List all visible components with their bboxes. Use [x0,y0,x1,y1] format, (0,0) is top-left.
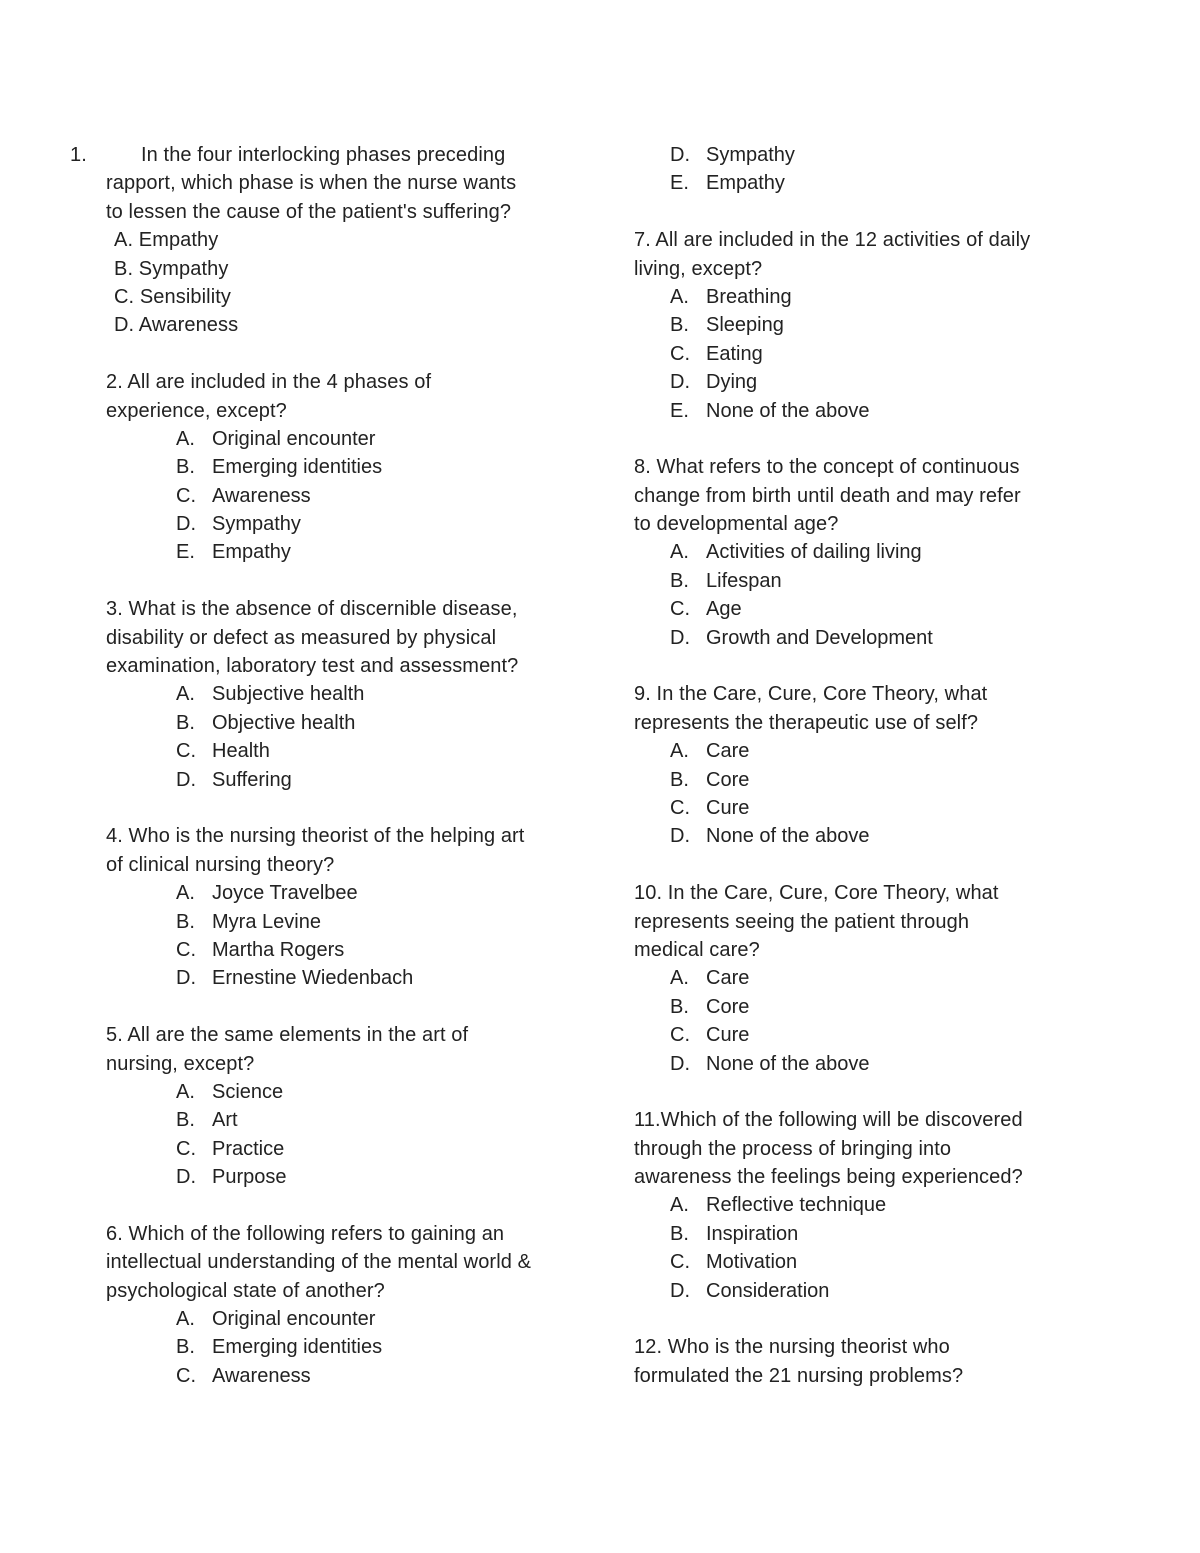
option-text: Myra Levine [212,910,321,933]
answer-option [70,908,570,936]
answer-option [634,1277,1084,1305]
option-letter: C. [670,796,690,819]
answer-option [634,368,1084,396]
answer-option [70,737,570,765]
question-text: 8. What refers to the concept of continuous [634,456,1020,479]
question-text: 7. All are included in the 12 activities of daily [634,229,1031,252]
option-letter: B. [176,1109,195,1132]
answer-option: B. Sympathy [114,257,229,280]
option-text: Consideration [706,1279,830,1302]
question-4 [70,822,570,992]
question-1 [70,141,570,340]
answer-option [634,1050,1084,1078]
answer-option [70,1135,570,1163]
option-letter: B. [670,569,689,592]
question-text: to developmental age? [634,513,839,536]
answer-option [70,709,570,737]
option-text: Age [706,598,742,621]
question-text: nursing, except? [106,1052,255,1075]
option-letter: B. [670,1222,689,1245]
option-letter: E. [670,399,689,422]
option-letter: D. [670,144,690,166]
answer-option [634,397,1084,425]
question-9 [634,680,1084,850]
question-text: represents the therapeutic use of self? [634,711,979,734]
question-text: disability or defect as measured by physical [106,626,497,649]
option-letter: D. [176,768,196,791]
option-text: Science [212,1080,284,1103]
option-text: Reflective technique [706,1194,887,1217]
question-text: rapport, which phase is when the nurse wants [106,172,517,195]
option-text: Art [212,1109,238,1132]
option-letter: B. [176,910,195,933]
option-letter: C. [670,1251,690,1274]
question-text: medical care? [634,938,760,961]
question-text: psychological state of another? [106,1279,385,1302]
question-10 [634,879,1084,1078]
option-letter: C. [670,342,690,365]
option-letter: A. [176,1308,195,1331]
option-text: Health [212,740,270,763]
option-text: None of the above [706,825,870,848]
question-text: formulated the 21 nursing problems? [634,1364,964,1387]
answer-option [634,595,1084,623]
question-text: experience, except? [106,399,287,422]
question-text: 6. Which of the following refers to gaining an [106,1222,505,1245]
option-letter: D. [670,626,690,649]
option-text: Cure [706,1024,750,1047]
option-text: Lifespan [706,569,782,592]
option-letter: B. [670,768,689,791]
answer-option [634,624,1084,652]
question-5 [70,1021,570,1191]
option-text: None of the above [706,399,870,422]
option-text: Purpose [212,1166,287,1189]
option-letter: C. [176,1364,196,1387]
question-text: 12. Who is the nursing theorist who [634,1336,950,1359]
answer-option [70,964,570,992]
option-letter: A. [670,285,689,308]
option-text: Empathy [706,172,785,195]
answer-option [634,964,1084,992]
option-text: Emerging identities [212,456,383,479]
question-text: represents seeing the patient through [634,910,970,933]
option-letter: D. [670,1279,690,1302]
option-letter: C. [176,484,196,507]
question-text: through the process of bringing into [634,1137,952,1160]
option-text: Activities of dailing living [706,541,922,564]
question-2 [70,368,570,567]
option-letter: D. [176,967,196,990]
answer-option [634,1248,1084,1276]
answer-option [70,1163,570,1191]
option-text: Empathy [212,541,291,564]
answer-option [634,340,1084,368]
question-text: 2. All are included in the 4 phases of [106,371,432,394]
option-text: Suffering [212,768,292,791]
option-text: Care [706,740,750,763]
question-text: In the four interlocking phases preceding [141,144,506,166]
option-text: Martha Rogers [212,938,345,961]
answer-option [634,567,1084,595]
option-letter: B. [670,314,689,337]
question-12 [634,1333,1084,1390]
option-letter: D. [176,513,196,536]
option-text: Care [706,967,750,990]
question-text: intellectual understanding of the mental world & [106,1251,532,1274]
option-letter: B. [176,711,195,734]
option-text: Dying [706,371,758,394]
question-text: to lessen the cause of the patient's suffering? [106,200,512,223]
answer-option: C. Sensibility [114,285,231,308]
answer-option [634,993,1084,1021]
option-text: Objective health [212,711,356,734]
question-text: 3. What is the absence of discernible disease, [106,598,518,621]
question-text: change from birth until death and may refer [634,484,1021,507]
question-7 [634,226,1084,425]
answer-option [70,680,570,708]
option-letter: C. [176,740,196,763]
option-text: Awareness [212,1364,311,1387]
option-letter: A. [670,541,689,564]
question-text: 11.Which of the following will be discovered [634,1109,1023,1132]
option-text: Core [706,995,750,1018]
option-letter: C. [670,598,690,621]
answer-option [634,737,1084,765]
option-letter: C. [670,1024,690,1047]
option-text: Eating [706,342,763,365]
right-column [634,141,1084,1390]
answer-option [634,311,1084,339]
answer-option [70,1106,570,1134]
option-letter: A. [670,740,689,763]
question-8 [634,453,1084,652]
question-text: examination, laboratory test and assessment? [106,655,519,678]
answer-option [634,766,1084,794]
answer-option [634,794,1084,822]
option-text: Emerging identities [212,1336,383,1359]
question-text: 5. All are the same elements in the art of [106,1024,469,1047]
option-text: Ernestine Wiedenbach [212,967,414,990]
question-text: living, except? [634,257,763,280]
answer-option [634,1220,1084,1248]
option-letter: C. [176,938,196,961]
option-text: Core [706,768,750,791]
answer-option [634,141,1084,169]
option-text: Awareness [212,484,311,507]
option-letter: D. [176,1166,196,1189]
question-6 [70,1220,570,1390]
option-text: Original encounter [212,1308,376,1331]
option-text: Joyce Travelbee [212,882,358,905]
answer-option: A. Empathy [114,229,219,252]
question-text: 9. In the Care, Cure, Core Theory, what [634,683,988,706]
option-text: Sympathy [212,513,301,536]
answer-option [70,1305,570,1333]
option-text: Cure [706,796,750,819]
answer-option [70,510,570,538]
option-text: Sleeping [706,314,784,337]
question-number: 1. [70,144,87,166]
option-letter: E. [670,172,689,195]
question-text: awareness the feelings being experienced? [634,1166,1023,1189]
answer-option [70,453,570,481]
answer-option: D. Awareness [114,314,239,337]
option-text: Practice [212,1137,285,1160]
option-text: Subjective health [212,683,365,706]
option-letter: A. [176,427,195,450]
option-letter: A. [176,882,195,905]
answer-option [70,425,570,453]
answer-option [70,482,570,510]
option-text: Growth and Development [706,626,933,649]
answer-option [70,879,570,907]
option-text: Original encounter [212,427,376,450]
option-letter: D. [670,371,690,394]
option-letter: A. [670,967,689,990]
option-text: Motivation [706,1251,798,1274]
answer-option [70,1078,570,1106]
answer-option [70,538,570,566]
answer-option [634,169,1084,197]
question-3 [70,595,570,794]
left-column [70,141,570,1390]
option-letter: D. [670,1052,690,1075]
answer-option [634,283,1084,311]
answer-option [70,766,570,794]
option-letter: A. [670,1194,689,1217]
question-text: 10. In the Care, Cure, Core Theory, what [634,882,999,905]
answer-option [634,538,1084,566]
option-letter: D. [670,825,690,848]
option-text: Sympathy [706,144,795,166]
option-text: None of the above [706,1052,870,1075]
question-6-continued [634,141,1084,198]
answer-option [634,1021,1084,1049]
question-text: 4. Who is the nursing theorist of the helping art [106,825,525,848]
option-text: Inspiration [706,1222,799,1245]
answer-option [634,822,1084,850]
option-letter: B. [176,1336,195,1359]
question-11 [634,1106,1084,1305]
option-letter: B. [176,456,195,479]
answer-option [70,1333,570,1361]
answer-option [634,1191,1084,1219]
option-letter: B. [670,995,689,1018]
question-text: of clinical nursing theory? [106,853,335,876]
option-letter: C. [176,1137,196,1160]
answer-option [70,936,570,964]
option-letter: E. [176,541,195,564]
option-text: Breathing [706,285,792,308]
option-letter: A. [176,1080,195,1103]
answer-option [70,1362,570,1390]
option-letter: A. [176,683,195,706]
